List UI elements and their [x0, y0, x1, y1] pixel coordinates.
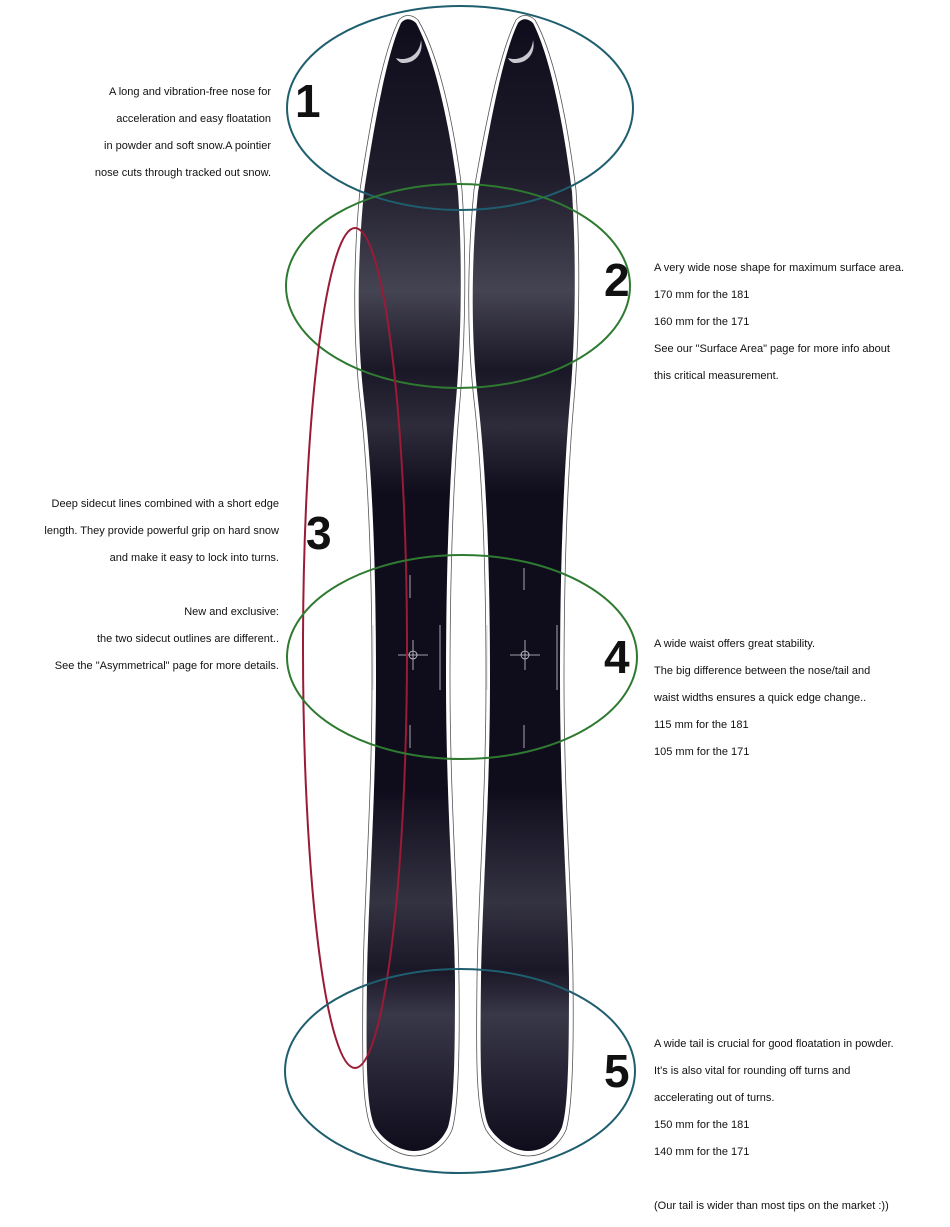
- tail-ellipse: [285, 969, 635, 1173]
- right-ski: [469, 16, 579, 1157]
- callout-5-number: 5: [604, 1045, 630, 1097]
- callout-5-text: A wide tail is crucial for good floatation in powder. It's is also vital for rounding off turns and accelerating out of turns. 150 mm for the 181 140 mm for the 171 (Our tail is wider than most tips on the market :)): [654, 1037, 894, 1212]
- callout-3-number: 3: [306, 507, 332, 559]
- callout-3-text: Deep sidecut lines combined with a short edge length. They provide powerful grip on hard snow and make it easy to lock into turns. New and exclusive: the two sidecut outlines are different.. See the "Asymmetrical" page for more details.: [44, 497, 279, 672]
- left-ski: [355, 16, 465, 1157]
- callout-4-text: A wide waist offers great stability. The big difference between the nose/tail and waist widths ensures a quick edge change.. 115 mm for the 181 105 mm for the 171: [654, 637, 871, 758]
- waist-ellipse: [287, 555, 637, 759]
- callout-1-number: 1: [295, 75, 321, 127]
- callout-1-text: A long and vibration-free nose for acceleration and easy floatation in powder and soft snow.A pointier nose cuts through tracked out snow.: [94, 85, 271, 179]
- callout-2-number: 2: [604, 254, 630, 306]
- callout-2-text: A very wide nose shape for maximum surface area. 170 mm for the 181 160 mm for the 171 See our "Surface Area" page for more info about this critical measurement.: [654, 261, 905, 382]
- callout-4-number: 4: [604, 631, 630, 683]
